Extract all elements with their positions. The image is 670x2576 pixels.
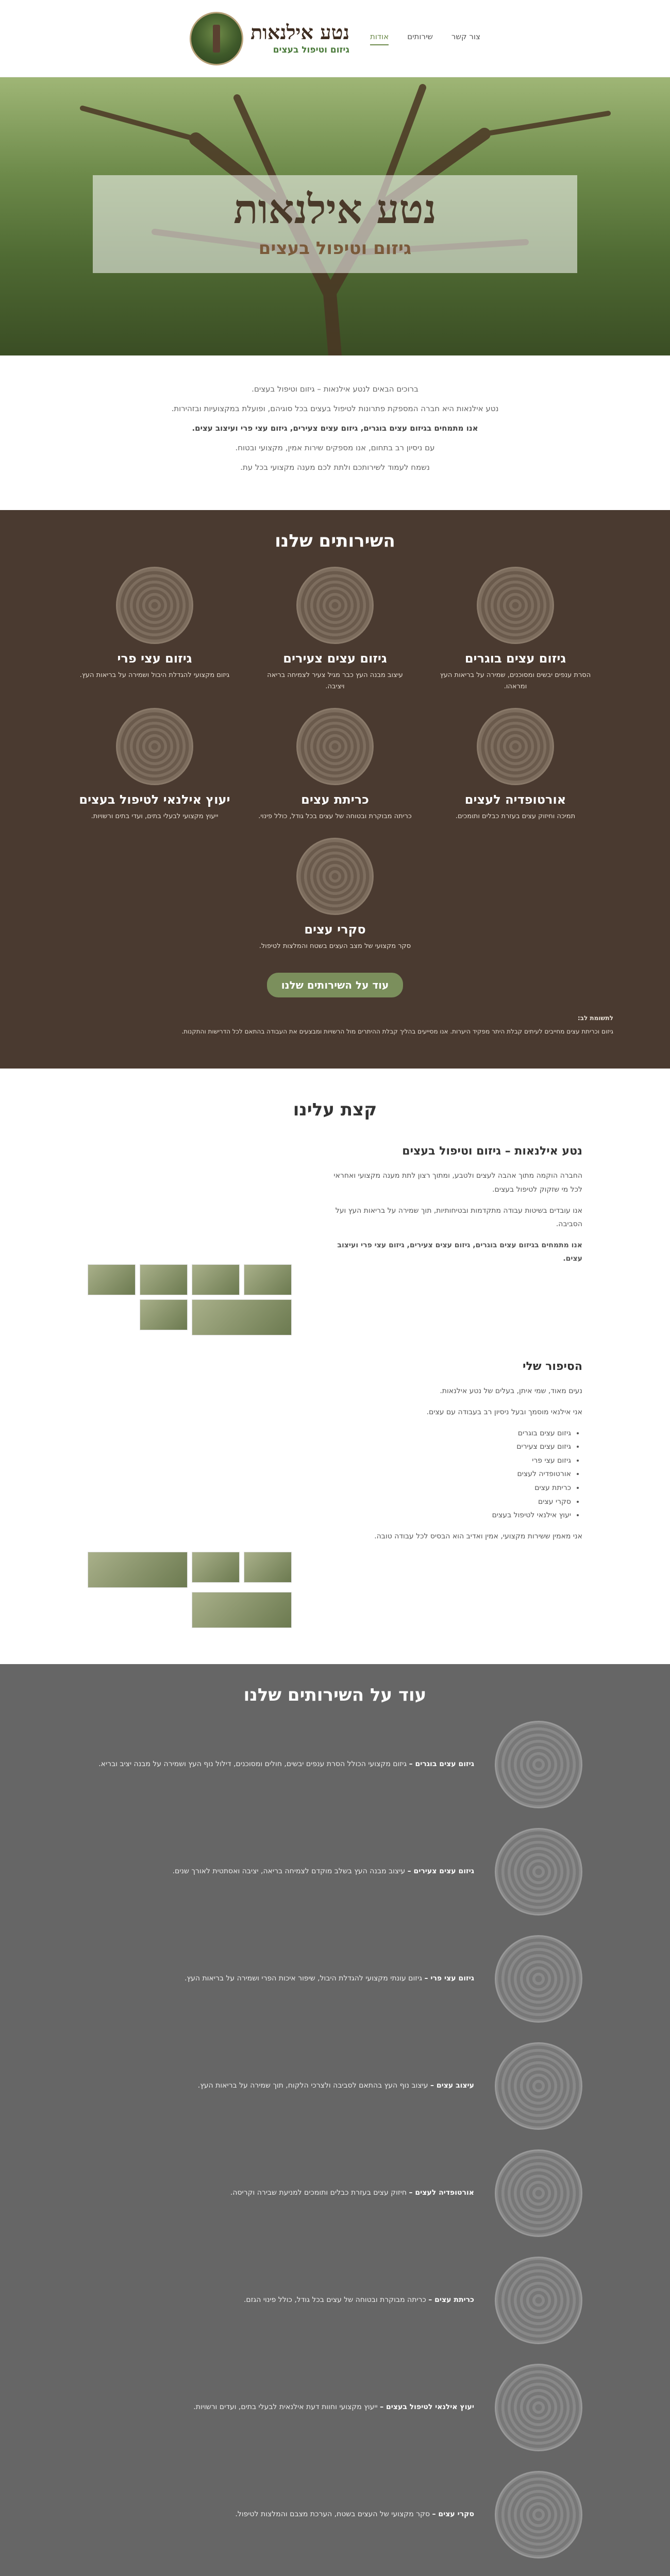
nav-services[interactable]: שירותים — [407, 31, 433, 41]
about-paragraph: החברה הוקמה מתוך אהבה לעצים ולטבע, ומתוך רצון לתת מענה מקצועי ואחראי לכל מי שזקוק לטיפול בעצים. — [333, 1172, 582, 1194]
about-paragraph: אנו מתמחים בגיזום עצים בוגרים, גיזום עצים צעירים, גיזום עצי פרי ועיצוב עצים. — [337, 1241, 582, 1263]
tree-rings-icon — [495, 1828, 582, 1916]
service-name: כריתת עצים — [301, 792, 369, 807]
service-desc: הסרת ענפים יבשים ומסוכנים, שמירה על בריאות העץ ומראהו. — [440, 671, 591, 691]
service-name: גיזום עצים בוגרים — [464, 651, 566, 666]
more-services-button[interactable]: עוד על השירותים שלנו — [267, 973, 404, 997]
gallery-photo[interactable] — [88, 1264, 136, 1295]
service-name: אורטופדיה לעצים — [464, 792, 566, 807]
service-desc: עיצוב מבנה העץ כבר מגיל צעיר לצמיחה בריאה ויציבה. — [267, 671, 403, 691]
tree-rings-icon — [495, 2364, 582, 2451]
list-item: • גיזום עצי פרי — [323, 1454, 571, 1468]
list-item: • כריתת עצים — [323, 1481, 571, 1495]
brand-title: נטע אילנאות — [250, 20, 349, 44]
gallery-photo[interactable] — [140, 1264, 188, 1295]
service-row — [0, 2042, 670, 2130]
nav-about[interactable]: אודות — [370, 32, 389, 45]
services-title: השירותים שלנו — [275, 531, 395, 551]
service-row-text: גיזום עצים בוגרים – גיזום מקצועי הכולל הסרת ענפים יבשים, חולים ומסוכנים, דילול נוף העץ ושמירה על מבנה יציב ובריא. — [98, 1760, 474, 1769]
service-card[interactable] — [77, 708, 232, 822]
logo-tree-icon — [190, 12, 243, 65]
tree-rings-icon — [296, 708, 374, 785]
service-card[interactable] — [258, 838, 412, 952]
service-row-text: סקרי עצים – סקר מקצועי של העצים בשטח, הערכת מצבם והמלצות לטיפול. — [235, 2510, 474, 2519]
service-row — [0, 2149, 670, 2237]
services-section — [0, 510, 670, 1069]
gallery-photo[interactable] — [192, 1552, 240, 1583]
hero-title: נטע אילנאות — [233, 186, 437, 233]
hero-banner — [0, 77, 670, 355]
service-desc: סקר מקצועי של מצב העצים בשטח והמלצות לטיפול. — [259, 942, 411, 951]
story-paragraph: אני אילנאי מוסמך ובעל ניסיון רב בעבודה עם עצים. — [426, 1408, 582, 1416]
story-paragraph: אני מאמין ששירות מקצועי, אמין ואדיב הוא הבסיס לכל עבודה טובה. — [374, 1532, 582, 1540]
service-row — [0, 1721, 670, 1808]
gallery-photo[interactable] — [192, 1592, 292, 1628]
site-header — [0, 0, 670, 77]
service-row — [0, 2364, 670, 2451]
service-row-text: אורטופדיה לעצים – חיזוק עצים בעזרת כבלים ותומכים למניעת שבירה וקריסה. — [230, 2189, 474, 2197]
tree-rings-icon — [495, 2257, 582, 2344]
intro-line: אנו מתמחים בגיזום עצים בוגרים, גיזום עצים צעירים, גיזום עצי פרי ועיצוב עצים. — [192, 423, 478, 433]
notice-box — [0, 1013, 670, 1037]
intro-line: ברוכים הבאים לנטע אילנאות – גיזום וטיפול בעצים. — [252, 384, 418, 394]
tree-rings-icon — [296, 838, 374, 915]
service-name: יעוץ אילנאי לטיפול בעצים — [79, 792, 230, 807]
service-name: סקרי עצים — [304, 922, 366, 937]
gallery-photo[interactable] — [244, 1552, 292, 1583]
brand[interactable] — [190, 12, 349, 65]
service-card[interactable] — [438, 708, 593, 822]
gallery-photo[interactable] — [88, 1552, 188, 1588]
tree-rings-icon — [495, 1721, 582, 1808]
services-grid — [0, 567, 670, 952]
service-card[interactable] — [438, 567, 593, 692]
service-name: גיזום עצים צעירים — [283, 651, 387, 666]
list-item: • סקרי עצים — [323, 1495, 571, 1509]
tree-rings-icon — [477, 567, 554, 644]
service-row-text: גיזום עצים צעירים – עיצוב מבנה העץ בשלב מוקדם לצמיחה בריאה, יציבה ואסתטית לאורך שנים. — [172, 1867, 474, 1876]
service-row — [0, 1828, 670, 1916]
intro-line: נטע אילנאות היא חברה המספקת פתרונות לטיפול בעצים בכל סוגיהם, ופועלת במקצועיות ובזהירות. — [171, 404, 499, 413]
service-desc: תמיכה וחיזוק עצים בעזרת כבלים ותומכים. — [455, 812, 576, 821]
hero-box — [93, 175, 577, 273]
about-section — [0, 1069, 670, 1664]
notice-text: גיזום וכריתת עצים מחייבים לעיתים קבלת היתר מפקיד היערות. אנו מסייעים בהליך קבלת ההיתרים מול הרשויות ומבצעים את העבודה בהתאם לכל הדרישות והתקנות. — [181, 1027, 613, 1035]
story-title: הסיפור שלי — [523, 1360, 582, 1373]
service-desc: ייעוץ מקצועי לבעלי בתים, ועדי בתים ורשויות. — [91, 812, 219, 821]
service-name: גיזום עצי פרי — [117, 651, 192, 666]
list-item: • גיזום עצים בוגרים — [323, 1427, 571, 1440]
service-row — [0, 2257, 670, 2344]
tree-rings-icon — [296, 567, 374, 644]
gallery-photo[interactable] — [192, 1264, 240, 1295]
tree-rings-icon — [116, 567, 193, 644]
about-paragraph: אנו עובדים בשיטות עבודה מתקדמות ובטיחותיות, תוך שמירה על בריאות העץ ועל הסביבה. — [335, 1206, 582, 1229]
list-item: • יעוץ אילנאי לטיפול בעצים — [323, 1509, 571, 1522]
main-nav — [370, 32, 480, 45]
tree-rings-icon — [495, 2149, 582, 2237]
intro-line: נשמח לעמוד לשירותכם ולתת לכם מענה מקצועי בכל עת. — [240, 463, 430, 472]
tree-rings-icon — [495, 2042, 582, 2130]
notice-title: לתשומת לב: — [577, 1014, 613, 1022]
tree-rings-icon — [495, 2471, 582, 2558]
service-card[interactable] — [258, 708, 412, 822]
story-paragraph: נעים מאוד, שמי איתן, בעלים של נטע אילנאות. — [440, 1387, 582, 1396]
story-text — [323, 1356, 582, 1628]
tree-rings-icon — [495, 1935, 582, 2023]
about-title: קצת עלינו — [293, 1099, 377, 1120]
brand-text — [250, 22, 349, 56]
hero-subtitle: גיזום וטיפול בעצים — [258, 238, 412, 259]
about-heading: נטע אילנאות – גיזום וטיפול בעצים — [402, 1144, 582, 1158]
intro-section — [0, 355, 670, 510]
about-text — [323, 1141, 582, 1335]
story-row — [0, 1356, 670, 1628]
skills-list — [323, 1427, 582, 1522]
photo-gallery — [88, 1141, 292, 1335]
intro-line: עם ניסיון רב בתחום, אנו מספקים שירות אמין, מקצועי ובטוח. — [235, 443, 435, 452]
service-card[interactable] — [258, 567, 412, 692]
services-detail-section — [0, 1664, 670, 2576]
gallery-photo[interactable] — [244, 1264, 292, 1295]
service-row — [0, 2471, 670, 2558]
gallery-photo[interactable] — [192, 1299, 292, 1335]
nav-contact[interactable]: צור קשר — [451, 31, 480, 41]
service-row-text: עיצוב עצים – עיצוב נוף העץ בהתאם לסביבה ולצרכי הלקוח, תוך שמירה על בריאות העץ. — [197, 2081, 474, 2090]
list-item: • אורטופדיה לעצים — [323, 1467, 571, 1481]
service-row — [0, 1935, 670, 2023]
about-row — [0, 1141, 670, 1335]
service-desc: כריתה מבוקרת ובטוחה של עצים בכל גודל, כולל פינוי. — [258, 812, 412, 821]
tree-rings-icon — [116, 708, 193, 785]
photo-gallery — [88, 1356, 292, 1628]
gallery-photo[interactable] — [140, 1299, 188, 1330]
service-desc: גיזום מקצועי להגדלת היבול ושמירה על בריאות העץ. — [79, 671, 230, 679]
brand-subtitle: גיזום וטיפול בעצים — [273, 45, 349, 56]
tree-rings-icon — [477, 708, 554, 785]
services-detail-title: עוד על השירותים שלנו — [243, 1684, 427, 1705]
service-card[interactable] — [77, 567, 232, 692]
more-services-wrap — [0, 973, 670, 997]
service-row-text: כריתת עצים – כריתה מבוקרת ובטוחה של עצים בכל גודל, כולל פינוי הגזם. — [243, 2296, 474, 2304]
service-row-text: יעוץ אילנאי לטיפול בעצים – ייעוץ מקצועי וחוות דעת אילנאית לבעלי בתים, ועדים ורשויות. — [193, 2403, 474, 2412]
list-item: • גיזום עצים צעירים — [323, 1440, 571, 1454]
service-row-text: גיזום עצי פרי – גיזום עונתי מקצועי להגדלת היבול, שיפור איכות הפרי ושמירה על בריאות העץ. — [185, 1974, 474, 1983]
